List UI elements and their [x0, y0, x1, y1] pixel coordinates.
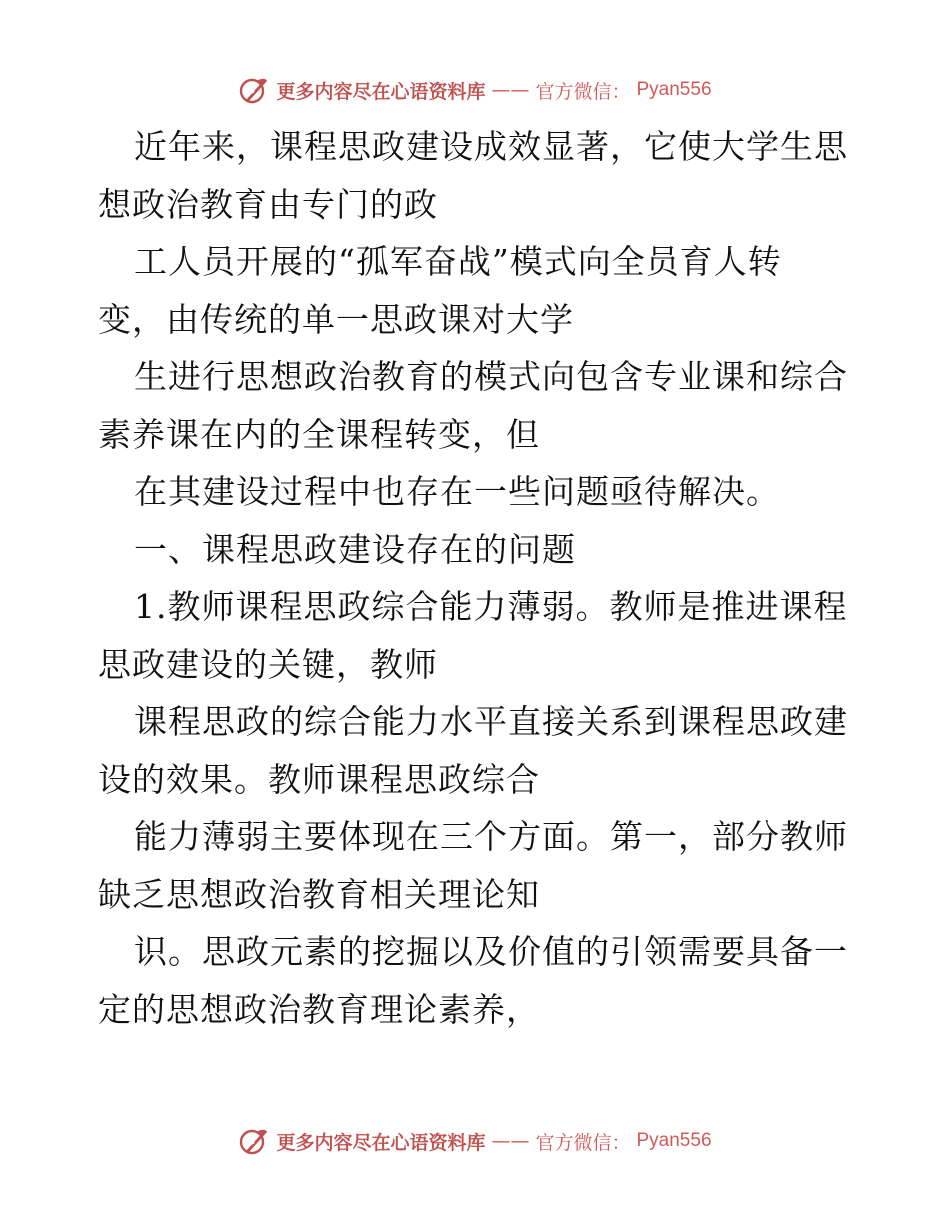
watermark-wechat-label: 官方微信：	[535, 80, 631, 103]
watermark-wechat-label: 官方微信：	[535, 1131, 631, 1154]
paragraph-line: 定的思想政治教育理论素养，	[98, 989, 540, 1029]
section-heading: 一、课程思政建设存在的问题	[134, 529, 576, 569]
paragraph-line: 设的效果。教师课程思政综合	[98, 759, 540, 799]
paragraph-line: 近年来，课程思政建设成效显著，它使大学生思	[134, 127, 848, 166]
watermark-wechat-id: Pyan556	[636, 79, 712, 100]
paragraph-line: 思政建设的关键，教师	[98, 644, 438, 684]
watermark-text: 更多内容尽在心语资料库	[276, 80, 486, 103]
paragraph-line: 能力薄弱主要体现在三个方面。第一，部分教师	[134, 817, 848, 856]
paragraph-line: 想政治教育由专门的政	[98, 184, 438, 224]
watermark-dash: ——	[491, 79, 530, 101]
paragraph-line: 识。思政元素的挖掘以及价值的引领需要具备一	[134, 932, 848, 971]
paragraph-line: 在其建设过程中也存在一些问题亟待解决。	[134, 472, 780, 511]
footer-watermark	[0, 1123, 950, 1159]
paragraph-line: 工人员开展的“孤军奋战”模式向全员育人转	[134, 242, 782, 281]
paragraph-line: 缺乏思想政治教育相关理论知	[98, 874, 540, 914]
quill-pen-logo-icon	[238, 74, 270, 106]
paragraph-line: 素养课在内的全课程转变，但	[98, 414, 540, 454]
quill-pen-logo-icon	[238, 1125, 270, 1157]
paragraph-line: 1.教师课程思政综合能力薄弱。教师是推进课程	[134, 587, 848, 626]
header-watermark	[0, 72, 950, 108]
watermark-dash: ——	[491, 1130, 530, 1152]
watermark-wechat-id: Pyan556	[636, 1130, 712, 1151]
paragraph-line: 生进行思想政治教育的模式向包含专业课和综合	[134, 357, 848, 396]
document-body	[98, 118, 858, 1038]
paragraph-line: 课程思政的综合能力水平直接关系到课程思政建	[134, 702, 848, 741]
watermark-text: 更多内容尽在心语资料库	[276, 1131, 486, 1154]
paragraph-line: 变，由传统的单一思政课对大学	[98, 299, 574, 339]
